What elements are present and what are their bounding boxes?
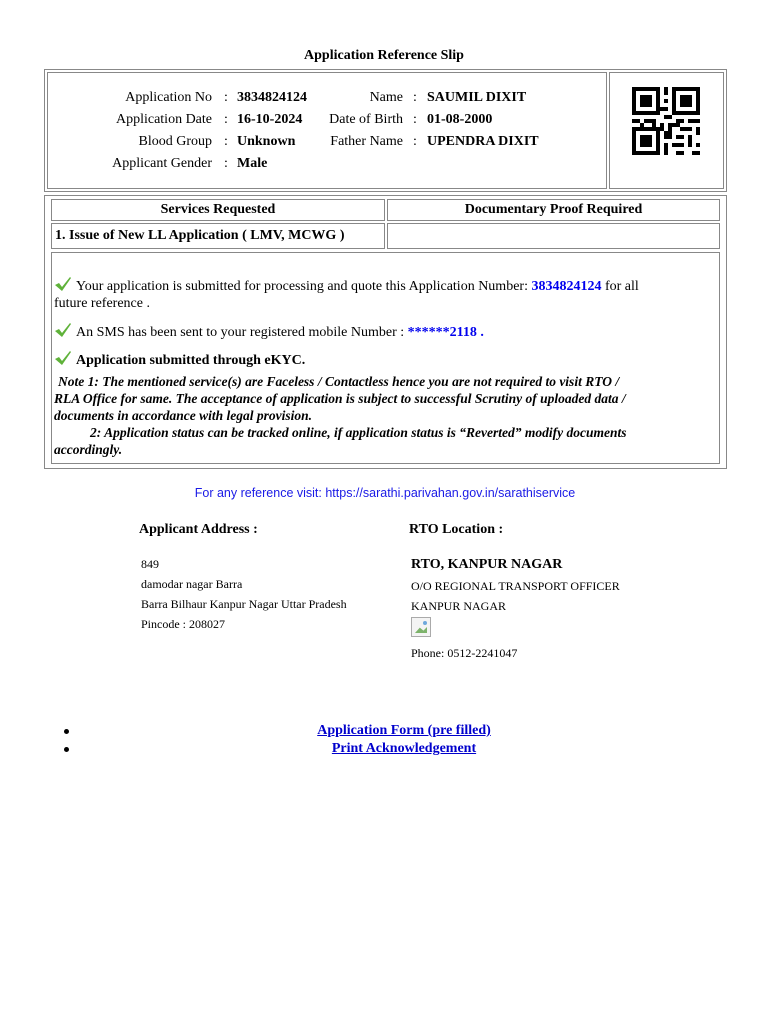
links-list bbox=[0, 721, 768, 757]
separator: : bbox=[224, 112, 228, 127]
separator: : bbox=[413, 90, 417, 105]
proof-row-1 bbox=[387, 223, 720, 249]
address-line3: Barra Bilhaur Kanpur Nagar Uttar Pradesh bbox=[141, 597, 347, 611]
note1-line3: documents in accordance with legal provision. bbox=[54, 408, 313, 423]
rto-heading: RTO Location : bbox=[409, 522, 504, 537]
message-submitted bbox=[54, 276, 714, 312]
message-ekyc bbox=[54, 350, 714, 369]
msg1-line2: future reference . bbox=[54, 296, 150, 311]
check-icon bbox=[54, 276, 72, 292]
note2-line1: 2: Application status can be tracked online, if application status is “Reverted” modify documents bbox=[90, 425, 627, 440]
rto-office-block bbox=[411, 576, 620, 616]
note2-line2: accordingly. bbox=[54, 442, 123, 457]
note1-line2: RLA Office for same. The acceptance of application is subject to successful Scrutiny of uploaded data / bbox=[54, 391, 626, 406]
services-header bbox=[51, 199, 385, 221]
name-value: SAUMIL DIXIT bbox=[427, 90, 527, 105]
msg1-number: 3834824124 bbox=[531, 279, 602, 294]
app-no-value: 3834824124 bbox=[237, 90, 307, 105]
blood-group-value: Unknown bbox=[237, 134, 296, 149]
app-date-value: 16-10-2024 bbox=[237, 112, 303, 127]
separator: : bbox=[224, 90, 228, 105]
blood-group-label: Blood Group bbox=[138, 134, 212, 149]
app-no-label: Application No bbox=[125, 90, 212, 105]
rto-name: RTO, KANPUR NAGAR bbox=[411, 557, 563, 572]
service-row-1 bbox=[51, 223, 385, 249]
dob-value: 01-08-2000 bbox=[427, 112, 493, 127]
msg2-number: ******2118 . bbox=[407, 325, 484, 340]
address-block bbox=[141, 554, 347, 634]
address-line2: damodar nagar Barra bbox=[141, 577, 243, 591]
note1-line1: Note 1: The mentioned service(s) are Faceless / Contactless hence you are not required to visit RTO / bbox=[58, 374, 620, 389]
check-icon bbox=[54, 350, 72, 366]
address-line1: 849 bbox=[141, 557, 159, 571]
gender-value: Male bbox=[237, 156, 268, 171]
message-sms bbox=[54, 322, 714, 341]
rto-city: KANPUR NAGAR bbox=[411, 599, 507, 613]
services-header-text: Services Requested bbox=[160, 202, 276, 217]
notes bbox=[54, 373, 724, 458]
broken-image-icon bbox=[411, 617, 431, 637]
msg3-text: Application submitted through eKYC. bbox=[76, 353, 306, 368]
rto-office: O/O REGIONAL TRANSPORT OFFICER bbox=[411, 579, 620, 593]
application-form-link[interactable]: Application Form (pre filled) bbox=[317, 723, 491, 738]
address-pincode: Pincode : 208027 bbox=[141, 617, 225, 631]
msg2-prefix: An SMS has been sent to your registered mobile Number : bbox=[76, 325, 405, 340]
gender-label: Applicant Gender bbox=[112, 156, 212, 171]
msg1-suffix: for all bbox=[604, 279, 639, 294]
app-date-label: Application Date bbox=[115, 112, 212, 127]
reference-text: For any reference visit: https://sarathi.parivahan.gov.in/sarathiservice bbox=[194, 486, 576, 500]
rto-phone: Phone: 0512-2241047 bbox=[411, 646, 518, 660]
proof-header bbox=[387, 199, 720, 221]
separator: : bbox=[224, 134, 228, 149]
name-label: Name bbox=[369, 90, 403, 105]
check-icon bbox=[54, 322, 72, 338]
proof-header-text: Documentary Proof Required bbox=[464, 202, 643, 217]
separator: : bbox=[413, 112, 417, 127]
dob-label: Date of Birth bbox=[329, 112, 403, 127]
father-value: UPENDRA DIXIT bbox=[427, 134, 539, 149]
address-heading: Applicant Address : bbox=[139, 522, 258, 537]
separator: : bbox=[224, 156, 228, 171]
qr-code-icon bbox=[632, 87, 700, 155]
father-label: Father Name bbox=[330, 134, 403, 149]
separator: : bbox=[413, 134, 417, 149]
msg1-prefix: Your application is submitted for processing and quote this Application Number: bbox=[76, 279, 528, 294]
service-name: 1. Issue of New LL Application ( LMV, MCWG ) bbox=[55, 228, 345, 243]
page-title: Application Reference Slip bbox=[304, 48, 464, 63]
print-acknowledgement-link[interactable]: Print Acknowledgement bbox=[331, 741, 477, 756]
